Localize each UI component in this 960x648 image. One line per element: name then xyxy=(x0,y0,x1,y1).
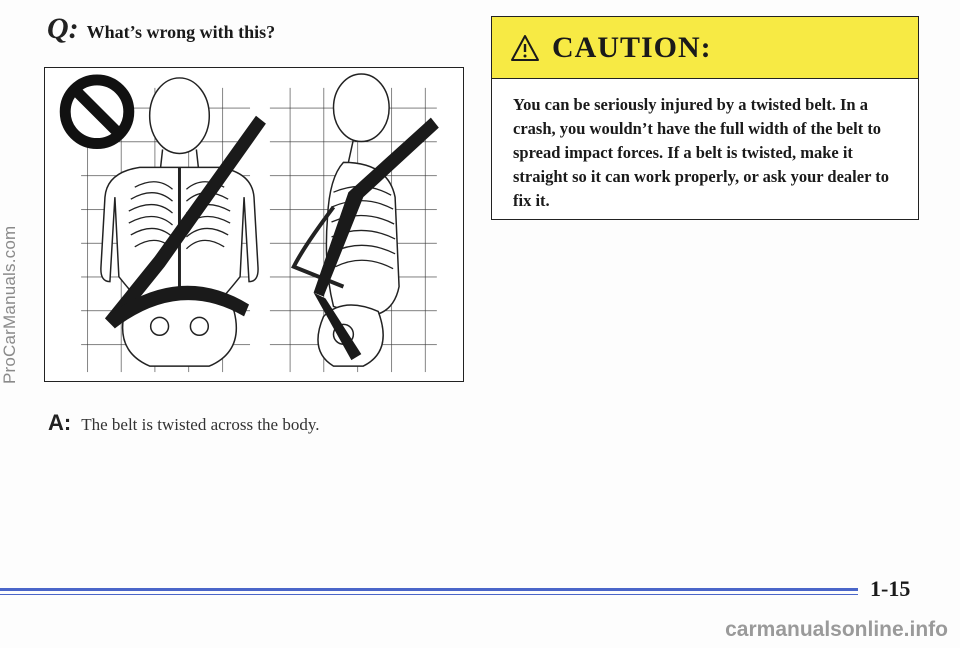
question-line xyxy=(47,12,275,46)
caution-box xyxy=(491,16,919,220)
caution-header xyxy=(492,17,918,79)
footer-rule xyxy=(0,588,858,595)
side-watermark: ProCarManuals.com xyxy=(0,225,19,385)
caution-body: You can be seriously injured by a twisted belt. In a crash, you wouldn’t have the full width of the belt to spread impact forces. If a belt is twisted, make it straight so it can work properly, or ask your dealer to fix it. xyxy=(513,95,889,210)
answer-line xyxy=(48,410,319,436)
caution-label: CAUTION: xyxy=(552,30,712,64)
illustration-frame xyxy=(44,67,464,382)
question-mark: Q: xyxy=(47,12,79,45)
twisted-belt-illustration xyxy=(45,68,463,381)
answer-text: The belt is twisted across the body. xyxy=(81,415,320,434)
answer-mark: A: xyxy=(48,410,72,435)
page-number: 1-15 xyxy=(870,576,911,601)
question-text: What’s wrong with this? xyxy=(86,22,276,42)
bottom-watermark: carmanualsonline.info xyxy=(725,618,948,641)
warning-triangle-icon xyxy=(510,34,540,62)
prohibition-icon xyxy=(65,80,129,144)
